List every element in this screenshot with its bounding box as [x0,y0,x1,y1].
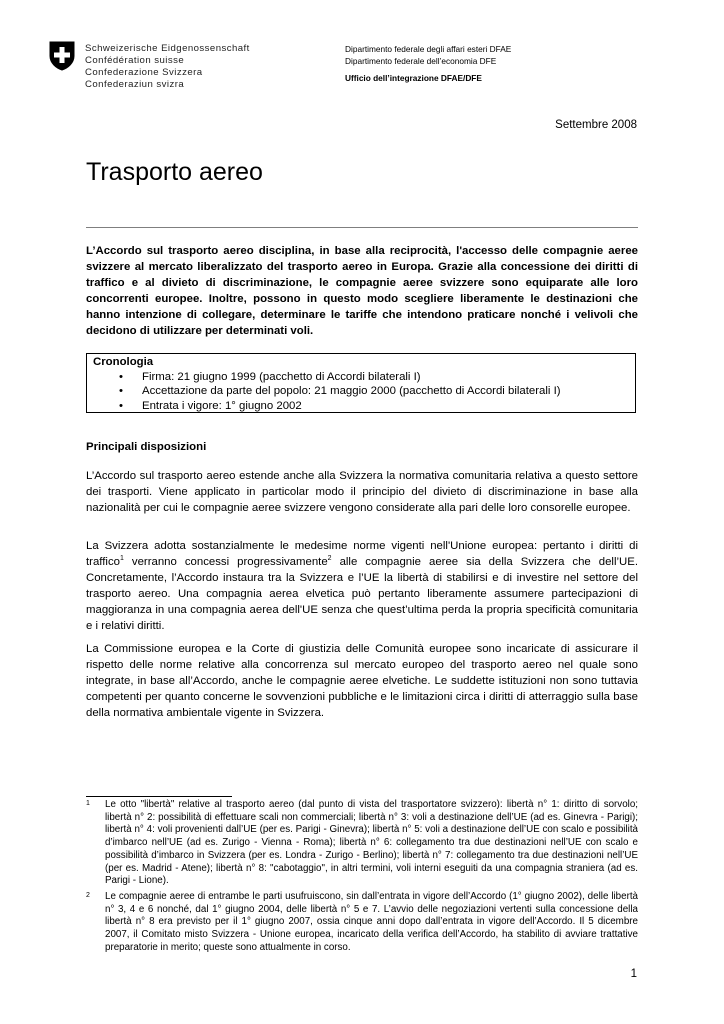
footnote-ref-2[interactable]: 2 [327,555,332,563]
title-divider [86,227,638,228]
body-paragraph-2-part-a: La Svizzera adotta sostanzialmente le medesime norme vigenti nell'Unione europea: pertanto i diritti di traffico [86,540,638,568]
footnote-2 [86,891,638,955]
department-dfae: Dipartimento federale degli affari esteri DFAE [345,44,512,54]
page-number: 1 [630,968,637,980]
chronology-list [93,370,629,414]
confederation-name-de: Schweizerische Eidgenossenschaft [85,43,250,54]
chronology-item-acceptance: • Accettazione da parte del popolo: 21 maggio 2000 (pacchetto di Accordi bilaterali I) [93,384,629,399]
department-block [345,44,511,85]
footnote-2-text: Le compagnie aeree di entrambe le parti usufruiscono, sin dall’entrata in vigore dell’Accordo (1° giugno 2002), delle libertà n° 3, 4 e 6 nonché, dal 1° giugno 2004, delle libertà n° 5 e 7. L’avvio delle negoziazioni vertenti sulla concessione della libertà n° 8 era previsto per il 1° giugno 2007, ossia cinque anni dopo dall’entrata in vigore dell’Accordo. Il 5 dicembre 2007, il Comitato misto Svizzera - Unione europea, incaricato della verifica dell’Accordo, ha stabilito di avviare trattative preparatorie in merito; queste sono attualmente in corso. [105,891,638,953]
footnote-divider [86,796,232,797]
document-date: Settembre 2008 [555,119,637,131]
page-title: Trasporto aereo [86,158,263,186]
department-dfe: Dipartimento federale dell’economia DFE [345,55,497,66]
confederation-name-it: Confederazione Svizzera [85,67,203,78]
intro-paragraph: L’Accordo sul trasporto aereo disciplina, in base alla reciprocità, l'accesso delle compagnie aeree svizzere al mercato liberalizzato del trasporto aereo in Europa. Grazie alla concessione dei diritti di traffico e al divieto di discriminazione, le compagnie aeree svizzere sono equiparate alle loro concorrenti europee. Inoltre, possono in questo modo scegliere liberamente le destinazioni che hanno intenzione di collegare, determinare le tariffe che intendono praticare nonché i velivoli che decidono di utilizzare per determinati voli. [86,245,638,337]
swiss-coat-of-arms-icon [49,41,75,71]
footnote-1-text: Le otto "libertà" relative al trasporto aereo (dal punto di vista del trasportatore svizzero): libertà n° 1: diritto di sorvolo; libertà n° 2: possibilità di effettuare scali non commerciali; libertà n° 3: voli a destinazione dell’UE (ad es. Ginevra - Parigi); libertà n° 4: voli provenienti dall’UE (per es. Parigi - Ginevra); libertà n° 5: voli a destinazione dell’UE con scalo e possibilità d’imbarco nell’UE (ad es. Zurigo - Vienna - Roma); libertà n° 6: collegamento tra due destinazioni nell’UE con scalo e possibilità d’imbarco in Svizzera (per es. Londra - Zurigo - Berlino); libertà n° 7: collegamento tra due destinazioni nell’UE (per es. Madrid - Atene); libertà n° 8: "cabotaggio", in altri termini, voli interni eseguiti da una compagnia straniera (ad es. Parigi - Lione). [105,799,638,887]
footnote-1 [86,799,638,888]
body-paragraph-1: L’Accordo sul trasporto aereo estende anche alla Svizzera la normativa comunitaria relativa a questo settore dei trasporti. Viene applicato in particolar modo il principio del divieto di discriminazione in base alla nazionalità per cui le compagnie aeree svizzere vengono considerate alla pari delle loro consorelle europee. [86,470,638,514]
body-paragraph-2 [86,539,638,634]
confederation-name-fr: Confédération suisse [85,55,185,66]
confederation-name-rm: Confederaziun svizra [85,79,185,90]
chronology-item-signature: • Firma: 21 giugno 1999 (pacchetto di Accordi bilaterali I) [93,370,629,385]
footnote-2-mark: 2 [86,892,90,899]
chronology-item-entry-into-force: • Entrata i vigore: 1° giugno 2002 [93,399,629,414]
footnote-ref-1[interactable]: 1 [119,555,124,563]
confederation-names [85,43,250,91]
body-paragraph-2-part-c: alle compagnie aeree sia della Svizzera che dell’UE. Concretamente, l’Accordo instaura tra la Svizzera e l’UE la libertà di stabilirsi e di investire nel settore del trasporto aereo. Una compagnia aerea elvetica può pertanto liberamente assumere partecipazioni di maggioranza in una compagnia aerea dell'UE senza che quest’ultima perda la propria specificità comunitaria e i relativi diritti. [86,555,638,632]
chronology-box [86,353,636,413]
letterhead [49,41,649,101]
body-paragraph-2-part-b: verranno concessi progressivamente [123,555,328,568]
body-paragraph-3: La Commissione europea e la Corte di giustizia delle Comunità europee sono incaricate di assicurare il rispetto delle norme relative alla concorrenza sul mercato europeo del trasporto aereo nel quale sono integrate, in base all’Accordo, anche le compagnie aeree elvetiche. Le suddette istituzioni non sono tuttavia competenti per quanto concerne le sovvenzioni pubbliche e le limitazioni circa i diritti di atterraggio sulla base della normativa ambientale vigente in Svizzera. [86,643,638,719]
footnote-1-mark: 1 [86,800,90,807]
integration-office: Ufficio dell’integrazione DFAE/DFE [345,73,482,83]
section-title: Principali disposizioni [86,441,207,453]
chronology-title: Cronologia [93,356,154,368]
